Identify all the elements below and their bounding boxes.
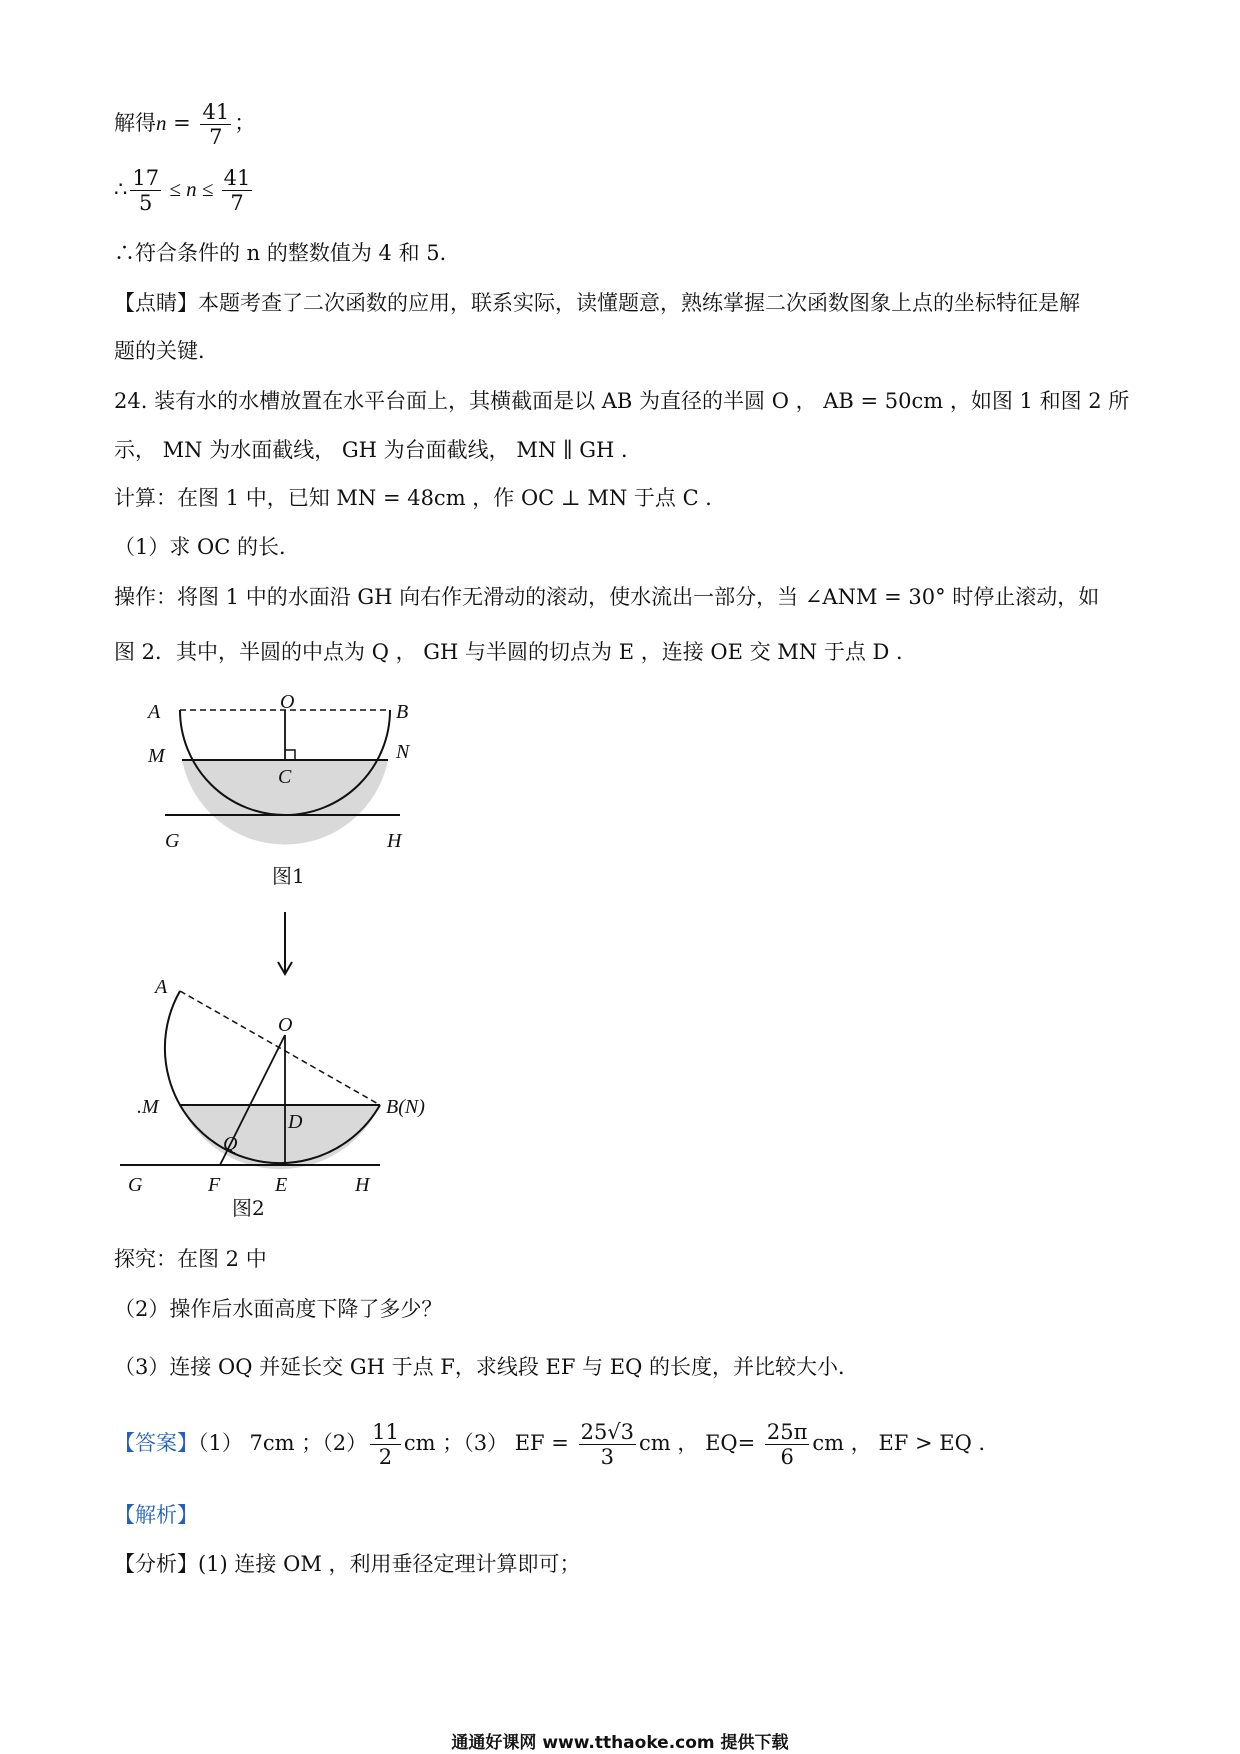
- figure-1-label-G: G: [165, 830, 180, 852]
- figure-1-label-B: B: [396, 701, 409, 723]
- explore-line: 探究：在图 2 中: [114, 1247, 267, 1271]
- figure-2-water: [180, 1105, 380, 1169]
- sub-question-3: （3）连接 OQ 并延长交 GH 于点 F，求线段 EF 与 EQ 的长度，并比较大小．: [114, 1355, 859, 1379]
- down-arrow-icon: [270, 910, 300, 980]
- figure-2-caption: 图2: [232, 1196, 265, 1220]
- figure-2-label-A: A: [155, 976, 168, 998]
- ineq-left-den: 5: [139, 191, 153, 215]
- solve-line: [114, 100, 255, 149]
- page-footer: 通通好课网 www.tthaoke.com 提供下载: [451, 1733, 789, 1753]
- sub-question-1: （1）求 OC 的长．: [114, 535, 300, 559]
- question-24-line-1: 24. 装有水的水槽放置在水平台面上，其横截面是以 AB 为直径的半圆 O ， AB = 50cm ，如图 1 和图 2 所: [114, 389, 1130, 413]
- figure-1-label-M: M: [148, 745, 165, 767]
- solve-fraction: [200, 100, 231, 149]
- solve-fraction-den: 7: [209, 125, 223, 149]
- figure-2-diameter-AB: [180, 991, 380, 1105]
- figure-1: [140, 690, 460, 900]
- inequality-line: [114, 166, 255, 215]
- question-24-line-2: 示， MN 为水面截线， GH 为台面截线， MN ∥ GH ．: [114, 438, 643, 462]
- integer-values-line: ∴符合条件的 n 的整数值为 4 和 5．: [114, 241, 461, 265]
- analysis-line: 【分析】(1) 连接 OM ，利用垂径定理计算即可；: [114, 1552, 581, 1576]
- ineq-right-fraction: [222, 166, 253, 215]
- answer-part-3: cm ， EQ=: [639, 1431, 762, 1455]
- ineq-left-fraction: [130, 166, 161, 215]
- analysis-tag: 【解析】: [114, 1503, 198, 1527]
- answer-fraction-4-num: 25π: [766, 1420, 808, 1444]
- figure-1-label-N: N: [396, 741, 410, 763]
- figure-1-caption: 图1: [272, 864, 305, 888]
- answer-tag: 【答案】: [114, 1431, 198, 1455]
- figure-1-label-H: H: [387, 830, 402, 852]
- answer-fraction-3-den: 3: [600, 1445, 614, 1469]
- answer-fraction-3: [579, 1420, 636, 1469]
- answer-fraction-2-num: 11: [372, 1420, 399, 1444]
- answer-part-4: cm ， EF > EQ ．: [812, 1431, 1000, 1455]
- solve-var: n: [156, 111, 167, 135]
- ineq-left-num: 17: [132, 166, 160, 190]
- answer-fraction-3-num: 25√3: [580, 1420, 635, 1444]
- figure-2-label-M: .M: [137, 1096, 159, 1118]
- figure-1-label-C: C: [278, 766, 292, 788]
- answer-part-1: （1） 7cm ；（2）: [198, 1431, 368, 1455]
- solve-fraction-num: 41: [202, 100, 230, 124]
- figure-2-label-H: H: [355, 1174, 370, 1196]
- calc-line: 计算：在图 1 中，已知 MN = 48cm ，作 OC ⊥ MN 于点 C ．: [114, 486, 727, 510]
- figure-1-label-A: A: [148, 701, 161, 723]
- figure-2-label-G: G: [128, 1174, 143, 1196]
- solve-eq: =: [166, 111, 198, 135]
- answer-fraction-2-den: 2: [378, 1445, 393, 1469]
- comment-line-2: 题的关键．: [114, 339, 219, 363]
- ineq-right-den: 7: [230, 191, 244, 215]
- solve-prefix: 解得: [114, 111, 156, 135]
- figure-1-right-angle: [285, 750, 295, 760]
- solve-suffix: ；: [234, 111, 256, 135]
- figure-2-label-Q: Q: [223, 1133, 238, 1155]
- figure-2-label-O: O: [278, 1014, 293, 1036]
- figure-1-label-O: O: [280, 691, 295, 713]
- answer-part-2: cm ；（3） EF =: [403, 1431, 576, 1455]
- figure-2-label-E: E: [275, 1174, 288, 1196]
- operation-line-1: 操作：将图 1 中的水面沿 GH 向右作无滑动的滚动，使水流出一部分，当 ∠ANM = 30° 时停止滚动，如: [114, 585, 1100, 609]
- ineq-right-num: 41: [223, 166, 251, 190]
- answer-fraction-2: [370, 1420, 401, 1469]
- answer-fraction-4-den: 6: [780, 1445, 794, 1469]
- comment-line-1: 【点睛】本题考查了二次函数的应用，联系实际，读懂题意，熟练掌握二次函数图象上点的坐标特征是解: [114, 291, 1080, 315]
- figure-2-label-BN: B(N): [386, 1096, 425, 1118]
- figure-2-label-F: F: [208, 1174, 221, 1196]
- operation-line-2: 图 2．其中，半圆的中点为 Q ， GH 与半圆的切点为 E ，连接 OE 交 MN 于点 D ．: [114, 640, 918, 664]
- answer-fraction-4: [765, 1420, 810, 1469]
- figure-2: [120, 975, 460, 1225]
- answer-line: [114, 1420, 1000, 1469]
- ineq-middle: ≤ n ≤: [164, 177, 219, 201]
- figure-2-label-D: D: [288, 1111, 303, 1133]
- sub-question-2: （2）操作后水面高度下降了多少？: [114, 1297, 443, 1321]
- therefore-symbol: ∴: [114, 177, 128, 201]
